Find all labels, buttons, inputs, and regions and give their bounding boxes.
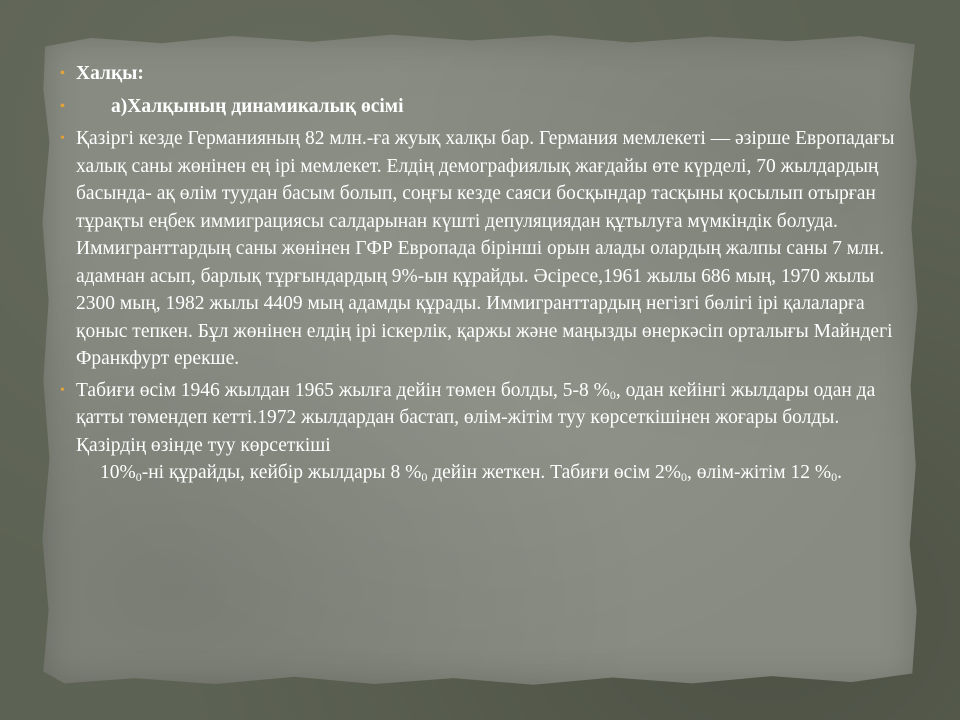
bullet-item-paragraph-2 (60, 377, 900, 487)
bullet-item-heading (60, 60, 900, 88)
paragraph-2-part-5: дейін жеткен. Табиғи өсім 2% (427, 462, 681, 483)
paragraph-2-part-7: . (837, 462, 842, 483)
paragraph-2-text (76, 380, 875, 484)
paragraph-1-text: Қазіргі кезде Германияның 82 млн.-ға жуық халқы бар. Германия мемлекеті — әзірше Европадағы халық саны жөнінен ең ірі мемлекет. Елдің демографиялық жағдайы өте күрделі, 70 жылдардың басында- ақ өлім туудан басым болып, соңғы кезде саяси босқындар тасқыны қосылып отырған тұрақты еңбек иммиграциясы салдарынан күшті депуляциядан құтылуға мүмкіндік болуда. Иммигранттардың саны жөнінен ГФР Европада бірінші орын алады олардың жалпы саны 7 млн. адамнан асып, барлық тұрғындардың 9%-ын құрайды. Әсіресе,1961 жылы 686 мың, 1970 жылы 2300 мың, 1982 жылы 4409 мың адамды құрады. Иммигранттардың негізгі бөлігі ірі қалаларға қоныс тепкен. Бұл жөнінен елдің ірі іскерлік, қаржы және маңызды өнеркәсіп орталығы Майндегі Франкфурт ерекше. (76, 128, 895, 369)
paragraph-2-part-2: , одан кейінгі жылдары одан да қатты төмендеп кетті.1972 жылдардан бастап, өлім-жітім туу көрсеткішінен жоғары болды. Қазірдің өзінде туу көрсеткіші (76, 379, 876, 456)
permille-subscript: 0 (421, 470, 428, 484)
permille-subscript: 0 (609, 387, 616, 402)
bullet-icon: • (60, 98, 65, 114)
paragraph-2-part-6: , өлім-жітім 12 % (686, 462, 832, 483)
permille-subscript: 0 (680, 470, 687, 484)
bullet-item-paragraph-1 (60, 125, 900, 373)
paragraph-2-part-4: -ні құрайды, кейбір жылдары 8 % (141, 462, 422, 483)
bullet-icon: • (60, 131, 65, 146)
paragraph-2-part-1: Табиғи өсім 1946 жылдан 1965 жылға дейін төмен болды, 5-8 % (76, 379, 610, 401)
slide-heading: Халқы: (76, 63, 144, 84)
bullet-item-subheading (60, 93, 900, 121)
slide-content (60, 60, 900, 487)
permille-subscript: 0 (135, 470, 142, 484)
slide-subheading: а)Халқының динамикалық өсімі (111, 95, 404, 117)
bullet-icon: • (60, 382, 65, 398)
permille-subscript: 0 (831, 470, 838, 484)
paragraph-2-part-3: 10% (100, 462, 136, 483)
bullet-icon: • (60, 66, 65, 81)
